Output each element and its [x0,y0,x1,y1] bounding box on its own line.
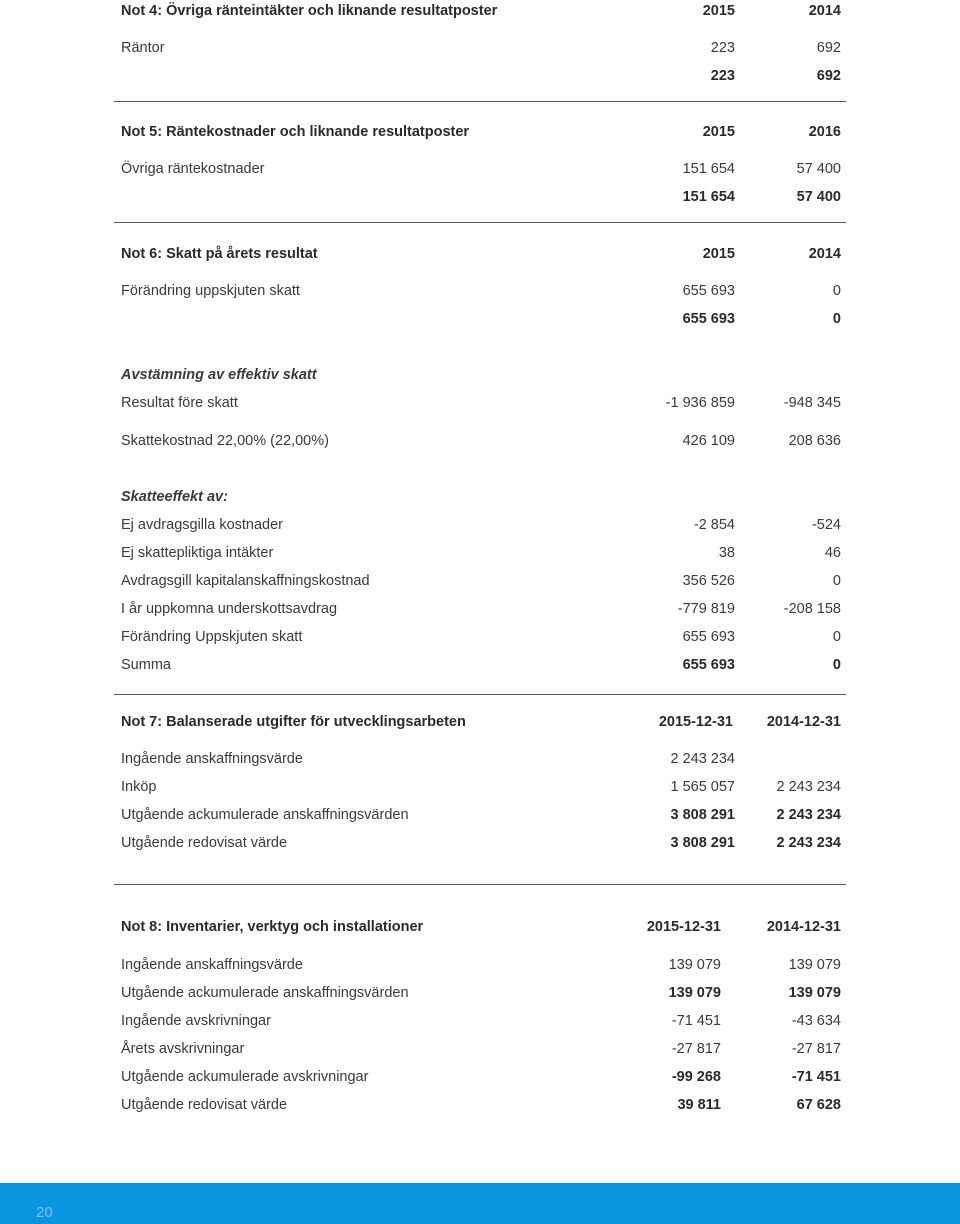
table-row: Förändring uppskjuten skatt 655 693 0 [121,283,841,299]
subheading-avstamning: Avstämning av effektiv skatt [121,367,317,383]
table-row: Räntor 223 692 [121,40,841,56]
note5-col2-header: 2016 [808,124,841,140]
note7-header [121,711,841,733]
section-divider [114,884,846,885]
note8-header [121,916,841,938]
table-row: Ingående anskaffningsvärde 139 079 139 079 [121,957,841,973]
note5-total-row: 151 654 57 400 [682,189,841,205]
table-row: Skattekostnad 22,00% (22,00%) 426 109 208 636 [121,433,841,449]
note5-col1-header: 2015 [702,124,735,140]
page-number: 20 [36,1204,53,1221]
note6-summa-row: Summa 655 693 0 [121,657,841,673]
note4-col1-header: 2015 [702,3,735,19]
note6-col2-header: 2014 [808,246,841,262]
note7-col2-header: 2014-12-31 [766,714,841,730]
note4-total-row: 223 692 [710,68,841,84]
note5-title: Not 5: Räntekostnader och liknande resultatposter [121,124,470,140]
table-row: Utgående redovisat värde 3 808 291 2 243 234 [121,835,841,851]
note6-total-row: 655 693 0 [682,311,841,327]
footer-bar [0,1183,960,1224]
subheading-skatteeffekt: Skatteeffekt av: [121,489,228,505]
section-divider [114,694,846,695]
table-row: Utgående redovisat värde 39 811 67 628 [121,1097,841,1113]
note8-col1-header: 2015-12-31 [646,919,721,935]
section-divider [114,222,846,223]
table-row: Resultat före skatt -1 936 859 -948 345 [121,395,841,411]
note6-header [121,243,841,265]
table-row: Ej skattepliktiga intäkter 38 46 [121,545,841,561]
note6-col1-header: 2015 [702,246,735,262]
table-row: Avdragsgill kapitalanskaffningskostnad 356 526 0 [121,573,841,589]
note4-col2-header: 2014 [808,3,841,19]
section-divider [114,101,846,102]
note8-col2-header: 2014-12-31 [766,919,841,935]
table-row: Utgående ackumulerade anskaffningsvärden 3 808 291 2 243 234 [121,807,841,823]
table-row: Ingående anskaffningsvärde 2 243 234 [121,751,735,767]
note4-header [121,0,841,22]
table-row: I år uppkomna underskottsavdrag -779 819 -208 158 [121,601,841,617]
table-row: Inköp 1 565 057 2 243 234 [121,779,841,795]
table-row: Utgående ackumulerade anskaffningsvärden 139 079 139 079 [121,985,841,1001]
note6-title: Not 6: Skatt på årets resultat [121,246,318,262]
table-row: Ej avdragsgilla kostnader -2 854 -524 [121,517,841,533]
note4-title: Not 4: Övriga ränteintäkter och liknande resultatposter [121,3,498,19]
note8-title: Not 8: Inventarier, verktyg och installationer [121,919,424,935]
table-row: Förändring Uppskjuten skatt 655 693 0 [121,629,841,645]
note7-title: Not 7: Balanserade utgifter för utvecklingsarbeten [121,714,466,730]
table-row: Årets avskrivningar -27 817 -27 817 [121,1041,841,1057]
note5-header [121,121,841,143]
note7-col1-header: 2015-12-31 [658,714,733,730]
table-row: Utgående ackumulerade avskrivningar -99 268 -71 451 [121,1069,841,1085]
table-row: Övriga räntekostnader 151 654 57 400 [121,161,841,177]
table-row: Ingående avskrivningar -71 451 -43 634 [121,1013,841,1029]
